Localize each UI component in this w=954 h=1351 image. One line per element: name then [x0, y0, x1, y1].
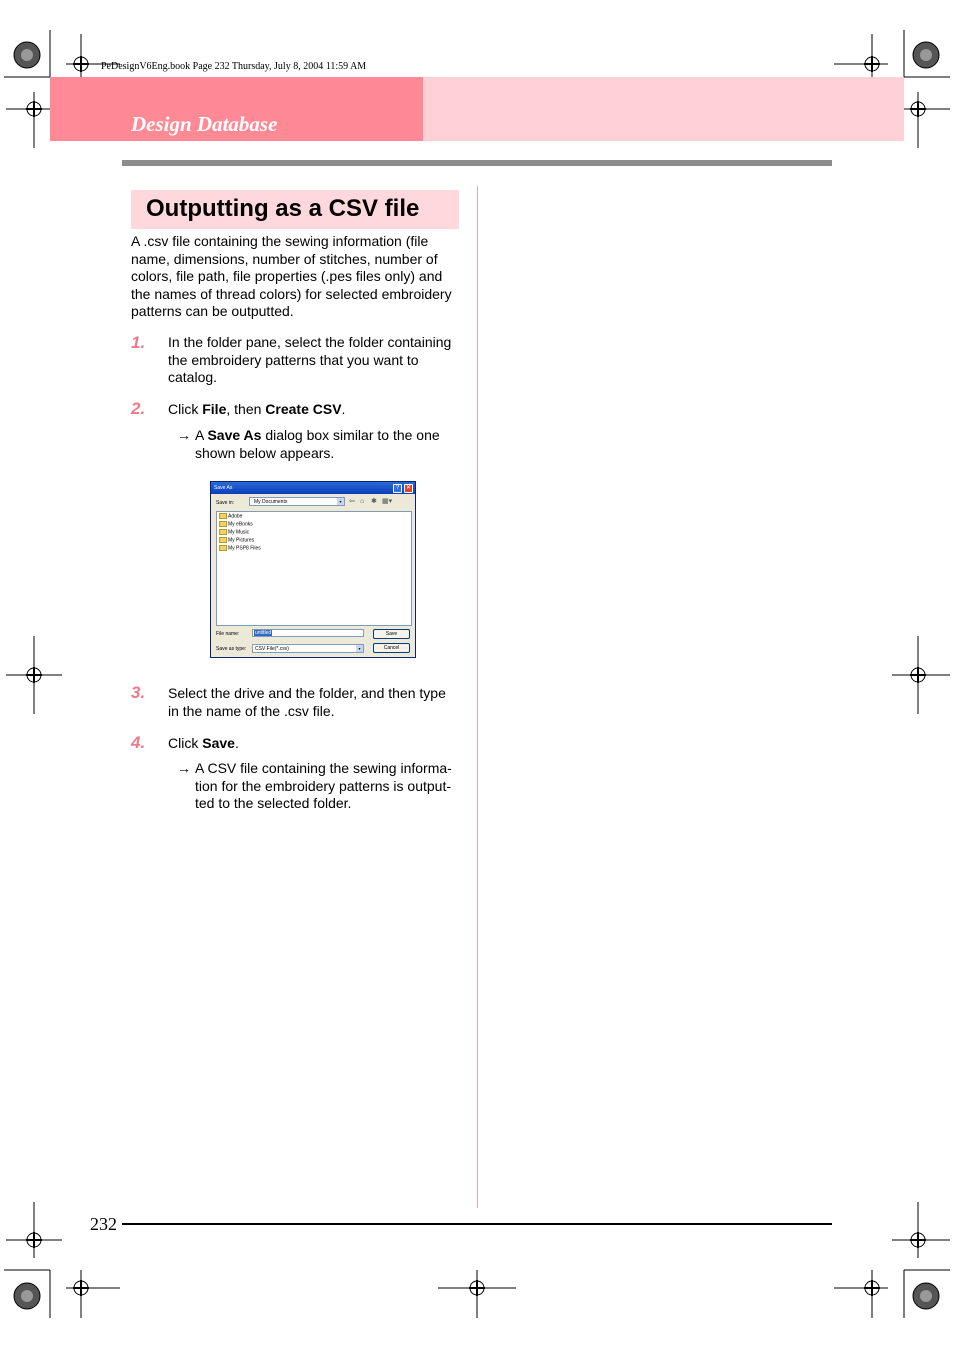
step-number: 1. — [131, 333, 146, 352]
list-item[interactable]: My PSP8 Files — [219, 545, 261, 553]
command-name: Create CSV — [265, 401, 342, 417]
result-arrow-icon: → — [177, 760, 191, 776]
save-as-dialog — [210, 481, 416, 658]
list-item[interactable]: My Music — [219, 529, 249, 537]
dialog-title: Save As — [214, 485, 233, 491]
file-list[interactable] — [216, 511, 412, 626]
list-item[interactable]: Adobe — [219, 513, 242, 521]
new-folder-icon[interactable]: ✱ — [371, 498, 377, 505]
save-as-type-dropdown[interactable]: CSV File(*.csv) ▾ — [252, 644, 364, 653]
back-icon[interactable]: ⇦ — [349, 498, 355, 505]
chevron-down-icon: ▾ — [337, 498, 344, 505]
step-text: In the folder pane, select the folder containing the embroidery patterns that you want to catalog. — [168, 334, 452, 386]
page-heading: Outputting as a CSV file — [146, 195, 420, 222]
up-folder-icon[interactable]: ⌂ — [360, 498, 365, 505]
menu-name: File — [202, 401, 227, 417]
step-number: 4. — [131, 733, 146, 752]
print-header: PeDesignV6Eng.book Page 232 Thursday, July 8, 2004 11:59 AM — [101, 61, 367, 72]
save-as-type-label: Save as type: — [216, 646, 247, 652]
step-text: Select the drive and the folder, and then type in the name of the .csv file. — [168, 685, 446, 719]
view-menu-icon[interactable]: ▦▾ — [382, 498, 393, 505]
cancel-button[interactable]: Cancel — [373, 643, 410, 653]
close-icon[interactable]: ✕ — [405, 485, 412, 491]
help-icon[interactable]: ? — [393, 484, 402, 493]
column-divider — [477, 186, 478, 1208]
section-title: Design Database — [131, 112, 278, 136]
folder-icon — [219, 537, 227, 543]
folder-icon — [219, 545, 227, 551]
footer-rule — [122, 1223, 832, 1225]
folder-icon — [219, 529, 227, 535]
save-in-label: Save in: — [216, 500, 235, 506]
step-text: Click Save. — [168, 735, 239, 751]
header-rule — [122, 160, 832, 166]
result-arrow-icon: → — [177, 427, 191, 443]
step-result: → A CSV file containing the sewing informa-tion for the embroidery patterns is output-ted to the selected folder. — [177, 760, 452, 812]
page-number: 232 — [90, 1214, 117, 1234]
section-banner-extension — [423, 77, 904, 141]
intro-paragraph: A .csv file containing the sewing information (file name, dimensions, number of stitches, number of colors, file path, file properties (.pes files only) and the names of thread colors) for selected embroidery patterns can be outputted. — [131, 233, 452, 320]
button-name: Save — [202, 735, 235, 751]
list-item[interactable]: My Pictures — [219, 537, 254, 545]
step-number: 3. — [131, 683, 146, 702]
save-button[interactable]: Save — [373, 629, 410, 639]
list-item[interactable]: My eBooks — [219, 521, 253, 529]
folder-icon — [219, 521, 227, 527]
step-result: → A Save As dialog box similar to the one shown below appears. — [177, 427, 440, 461]
file-name-label: File name: — [216, 631, 240, 637]
dialog-name: Save As — [207, 427, 262, 443]
step-number: 2. — [131, 399, 146, 418]
dialog-titlebar — [211, 482, 415, 494]
file-name-input[interactable]: untitled — [252, 629, 364, 637]
chevron-down-icon: ▾ — [356, 645, 363, 652]
save-in-dropdown[interactable]: My Documents ▾ — [249, 497, 345, 506]
step-text: Click File, then Create CSV. — [168, 401, 346, 417]
folder-icon — [219, 513, 227, 519]
